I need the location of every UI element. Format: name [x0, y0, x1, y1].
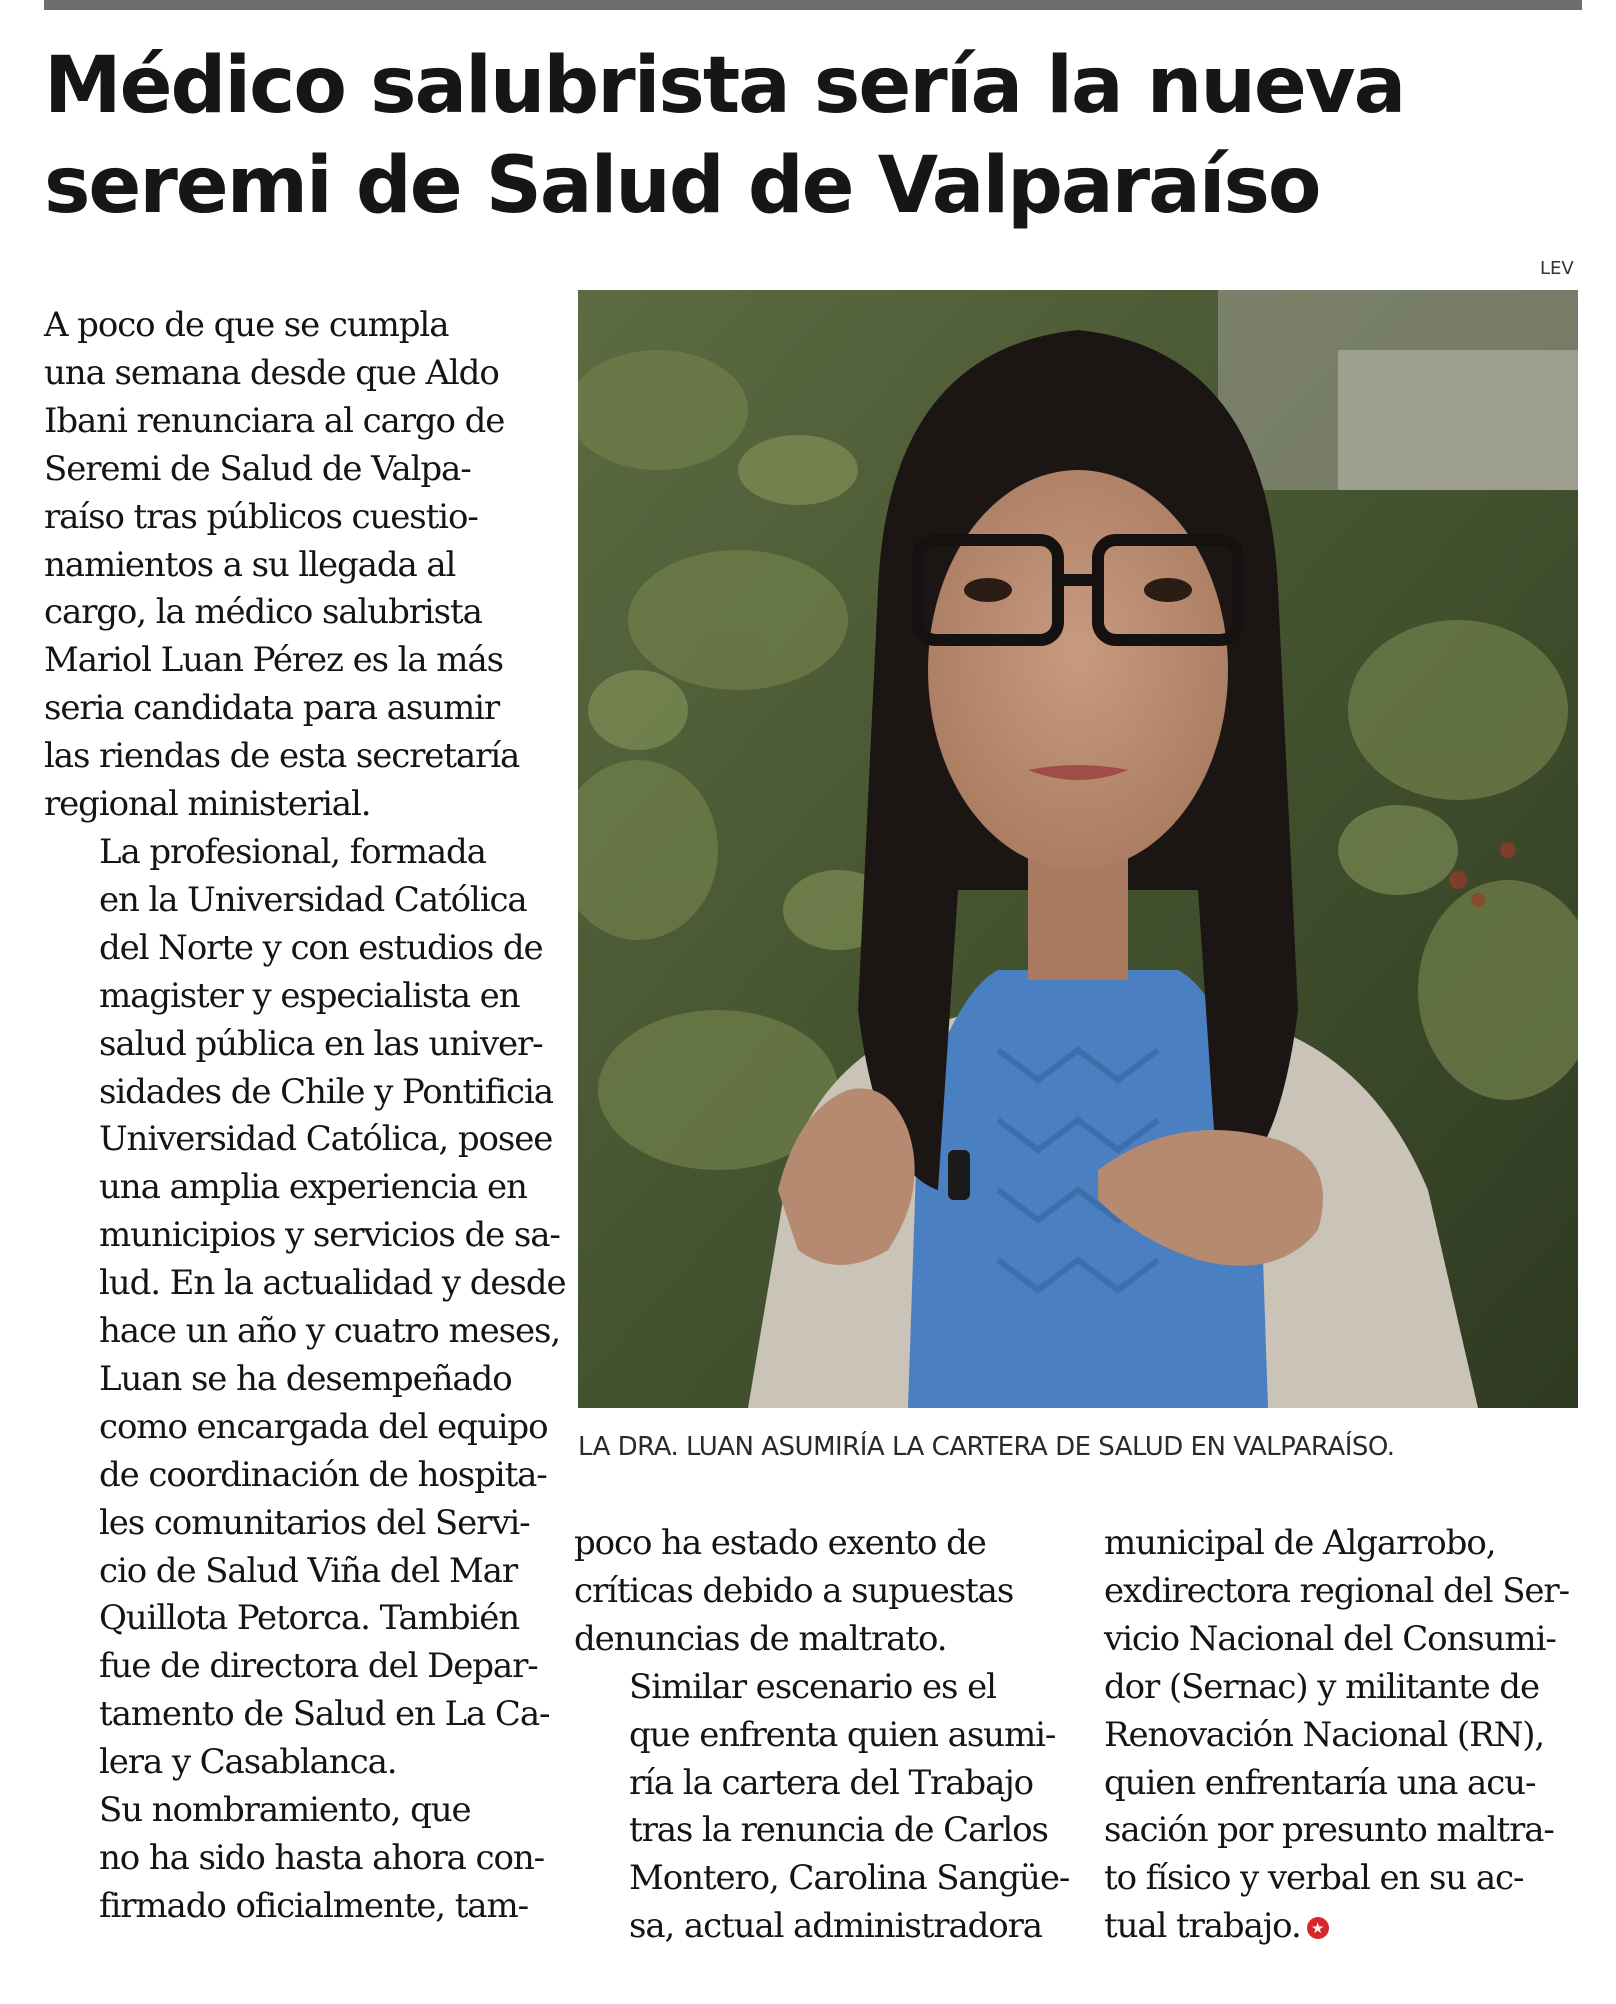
text-line: quien enfrentaría una acu-	[1104, 1762, 1536, 1803]
end-of-article-icon	[1307, 1917, 1329, 1939]
text-line: críticas debido a supuestas	[574, 1570, 1014, 1611]
text-line: regional ministerial.	[44, 784, 371, 825]
text-line: municipal de Algarrobo,	[1104, 1523, 1496, 1563]
text-line: sación por presunto maltra-	[1104, 1810, 1554, 1851]
headline	[44, 36, 1564, 236]
paragraph	[44, 829, 566, 1787]
text-line: una amplia experiencia en	[99, 1167, 527, 1208]
text-line: dor (Sernac) y militante de	[1104, 1666, 1539, 1707]
text-line: no ha sido hasta ahora con-	[99, 1838, 545, 1878]
text-line: ría la cartera del Trabajo	[629, 1762, 1034, 1803]
text-line: en la Universidad Católica	[99, 879, 527, 920]
article-column-1	[44, 302, 566, 1931]
text-line: cio de Salud Viña del Mar	[99, 1550, 518, 1591]
text-line: tual trabajo.	[1104, 1906, 1301, 1947]
text-line: como encargada del equipo	[99, 1406, 548, 1447]
text-line: to físico y verbal en su ac-	[1104, 1858, 1524, 1899]
photo-credit: LEV	[1540, 258, 1574, 279]
text-line: tamento de Salud en La Ca-	[99, 1694, 550, 1735]
text-line: denuncias de maltrato.	[574, 1618, 947, 1659]
text-line: magister y especialista en	[99, 975, 520, 1016]
text-line: del Norte y con estudios de	[99, 927, 543, 968]
text-line: exdirectora regional del Ser-	[1104, 1570, 1569, 1611]
text-line: firmado oficialmente, tam-	[99, 1885, 528, 1926]
article-photo	[578, 290, 1578, 1408]
text-line: poco ha estado exento de	[574, 1523, 986, 1563]
text-line-last	[1104, 1903, 1582, 1951]
text-line: cargo, la médico salubrista	[44, 592, 482, 633]
text-line: La profesional, formada	[99, 831, 486, 872]
text-line: fue de directora del Depar-	[99, 1646, 538, 1687]
paragraph	[1104, 1520, 1582, 1951]
text-line: namientos a su llegada al	[44, 544, 456, 585]
text-line: municipios y servicios de sa-	[99, 1215, 560, 1256]
headline-line-2: seremi de Salud de Valparaíso	[44, 141, 1320, 231]
text-line: hace un año y cuatro meses,	[99, 1311, 561, 1352]
photo-caption: LA DRA. LUAN ASUMIRÍA LA CARTERA DE SALUD EN VALPARAÍSO.	[578, 1432, 1395, 1462]
paragraph	[574, 1520, 1052, 1664]
text-line: que enfrenta quien asumi-	[629, 1714, 1056, 1755]
text-line: sa, actual administradora	[629, 1906, 1042, 1947]
text-line: Quillota Petorca. También	[99, 1598, 520, 1639]
text-line: lud. En la actualidad y desde	[99, 1263, 566, 1304]
paragraph	[574, 1664, 1070, 1951]
article-column-3	[1104, 1520, 1582, 1951]
article-column-2	[574, 1520, 1070, 1951]
text-line: A poco de que se cumpla	[44, 305, 449, 345]
text-line: lera y Casablanca.	[99, 1742, 397, 1783]
text-line: una semana desde que Aldo	[44, 352, 499, 393]
text-line: de coordinación de hospita-	[99, 1454, 547, 1495]
paragraph	[44, 1787, 545, 1931]
text-line: Montero, Carolina Sangüe-	[629, 1858, 1070, 1899]
text-line: Similar escenario es el	[629, 1666, 996, 1707]
text-line: las riendas de esta secretaría	[44, 736, 520, 777]
paragraph	[44, 302, 520, 829]
text-line: Seremi de Salud de Valpa-	[44, 448, 471, 489]
text-line: Universidad Católica, posee	[99, 1119, 553, 1160]
text-line: Su nombramiento, que	[99, 1790, 471, 1831]
headline-line-1: Médico salubrista sería la nueva	[44, 41, 1405, 131]
text-line: Renovación Nacional (RN),	[1104, 1714, 1545, 1755]
text-line: salud pública en las univer-	[99, 1023, 543, 1064]
text-line: seria candidata para asumir	[44, 688, 500, 729]
text-line: tras la renuncia de Carlos	[629, 1810, 1048, 1851]
text-line: sidades de Chile y Pontificia	[99, 1071, 553, 1112]
text-line: Ibani renunciara al cargo de	[44, 400, 505, 441]
text-line: les comunitarios del Servi-	[99, 1502, 530, 1543]
top-rule	[44, 0, 1582, 10]
text-line: Luan se ha desempeñado	[99, 1358, 512, 1399]
text-line: raíso tras públicos cuestio-	[44, 496, 478, 537]
text-line: vicio Nacional del Consumi-	[1104, 1618, 1556, 1659]
text-line: Mariol Luan Pérez es la más	[44, 640, 503, 681]
